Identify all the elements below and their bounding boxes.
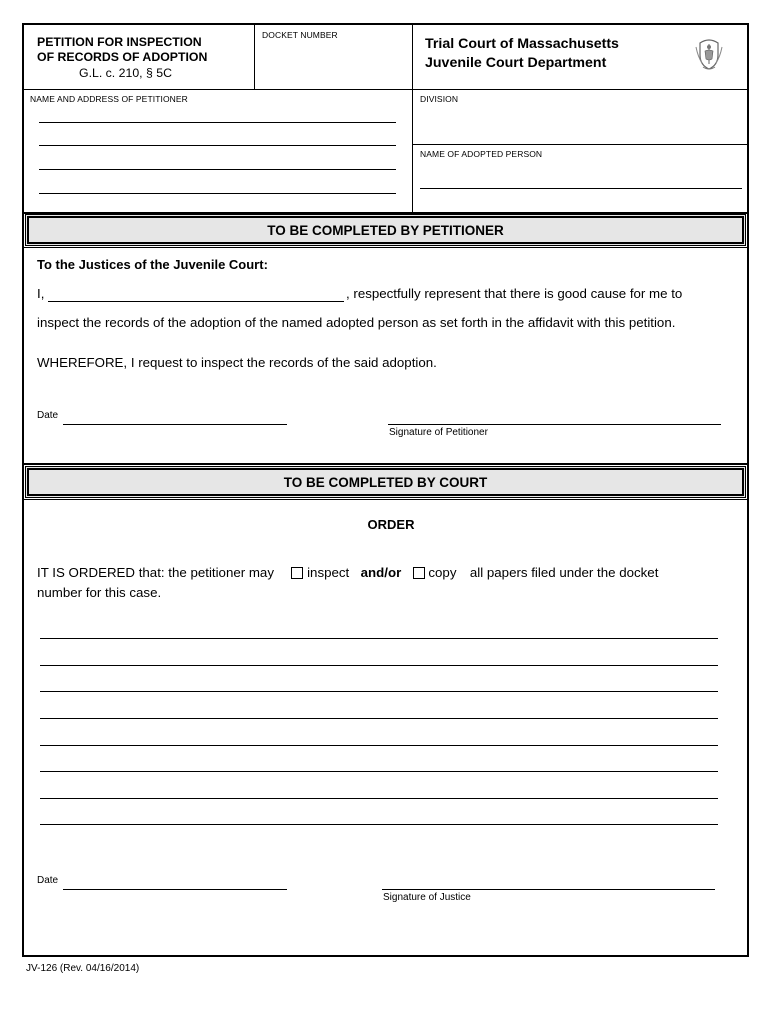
justice-signature-line[interactable]: [382, 889, 715, 890]
copy-checkbox[interactable]: [413, 567, 425, 579]
petitioner-address-line-1[interactable]: [39, 122, 396, 123]
court-name: [425, 35, 619, 73]
statute-reference: G.L. c. 210, § 5C: [79, 66, 172, 80]
division-label: DIVISION: [420, 94, 459, 104]
petitioner-date-label: Date: [37, 410, 59, 421]
court-name-line1: Trial Court of Massachusetts: [425, 36, 619, 52]
inspect-label: inspect: [307, 565, 350, 580]
form-title-line1: PETITION FOR INSPECTION: [37, 35, 202, 49]
petitioner-address-line-2[interactable]: [39, 145, 396, 146]
petitioner-name-address-label: NAME AND ADDRESS OF PETITIONER: [30, 94, 188, 104]
petitioner-address-line-3[interactable]: [39, 169, 396, 170]
form-title-line2: OF RECORDS OF ADOPTION: [37, 50, 208, 64]
order-line[interactable]: [40, 691, 718, 692]
adopted-person-label: NAME OF ADOPTED PERSON: [420, 149, 543, 159]
salutation: To the Justices of the Juvenile Court:: [37, 257, 268, 272]
petitioner-name-input[interactable]: [48, 301, 344, 302]
petitioner-date-input[interactable]: [63, 424, 287, 425]
header-rule-right: [412, 89, 748, 90]
header-divider-2: [412, 24, 413, 214]
order-prefix: IT IS ORDERED that: the petitioner may: [37, 565, 274, 580]
order-title: ORDER: [367, 517, 415, 532]
order-line[interactable]: [40, 771, 718, 772]
justice-date-label: Date: [37, 875, 59, 886]
order-line2: number for this case.: [37, 585, 162, 600]
inspect-checkbox[interactable]: [291, 567, 303, 579]
form-id-footer: JV-126 (Rev. 04/16/2014): [26, 963, 140, 974]
order-line[interactable]: [40, 824, 718, 825]
justice-signature-label: Signature of Justice: [383, 892, 471, 903]
copy-label: copy: [428, 565, 457, 580]
petitioner-address-line-4[interactable]: [39, 193, 396, 194]
court-name-line2: Juvenile Court Department: [425, 55, 607, 71]
order-line[interactable]: [40, 665, 718, 666]
header-divider-1: [254, 24, 255, 90]
order-suffix: all papers filed under the docket: [469, 565, 659, 580]
petitioner-section-heading: TO BE COMPLETED BY PETITIONER: [25, 214, 746, 246]
header-rule-left: [24, 89, 413, 90]
petitioner-signature-label: Signature of Petitioner: [389, 427, 488, 438]
docket-number-field[interactable]: [262, 44, 408, 84]
order-line[interactable]: [40, 798, 718, 799]
order-line[interactable]: [40, 745, 718, 746]
adopted-person-field[interactable]: [420, 188, 742, 189]
division-field[interactable]: [420, 106, 742, 140]
i-prefix: I,: [37, 286, 45, 301]
docket-number-label: DOCKET NUMBER: [262, 30, 338, 40]
form-title: [37, 35, 207, 65]
order-statement: [37, 565, 658, 580]
court-section-heading: TO BE COMPLETED BY COURT: [25, 466, 746, 498]
massachusetts-seal-icon: [694, 37, 724, 71]
order-line[interactable]: [40, 718, 718, 719]
petitioner-signature-line[interactable]: [388, 424, 721, 425]
division-rule: [412, 144, 748, 145]
andor-label: and/or: [360, 565, 402, 580]
justice-date-input[interactable]: [63, 889, 287, 890]
representation-text: , respectfully represent that there is good cause for me to: [346, 286, 683, 301]
inspection-statement: inspect the records of the adoption of the named adopted person as set forth in the affidavit with this petition.: [37, 315, 676, 330]
order-line[interactable]: [40, 638, 718, 639]
wherefore-statement: WHEREFORE, I request to inspect the records of the said adoption.: [37, 355, 437, 370]
